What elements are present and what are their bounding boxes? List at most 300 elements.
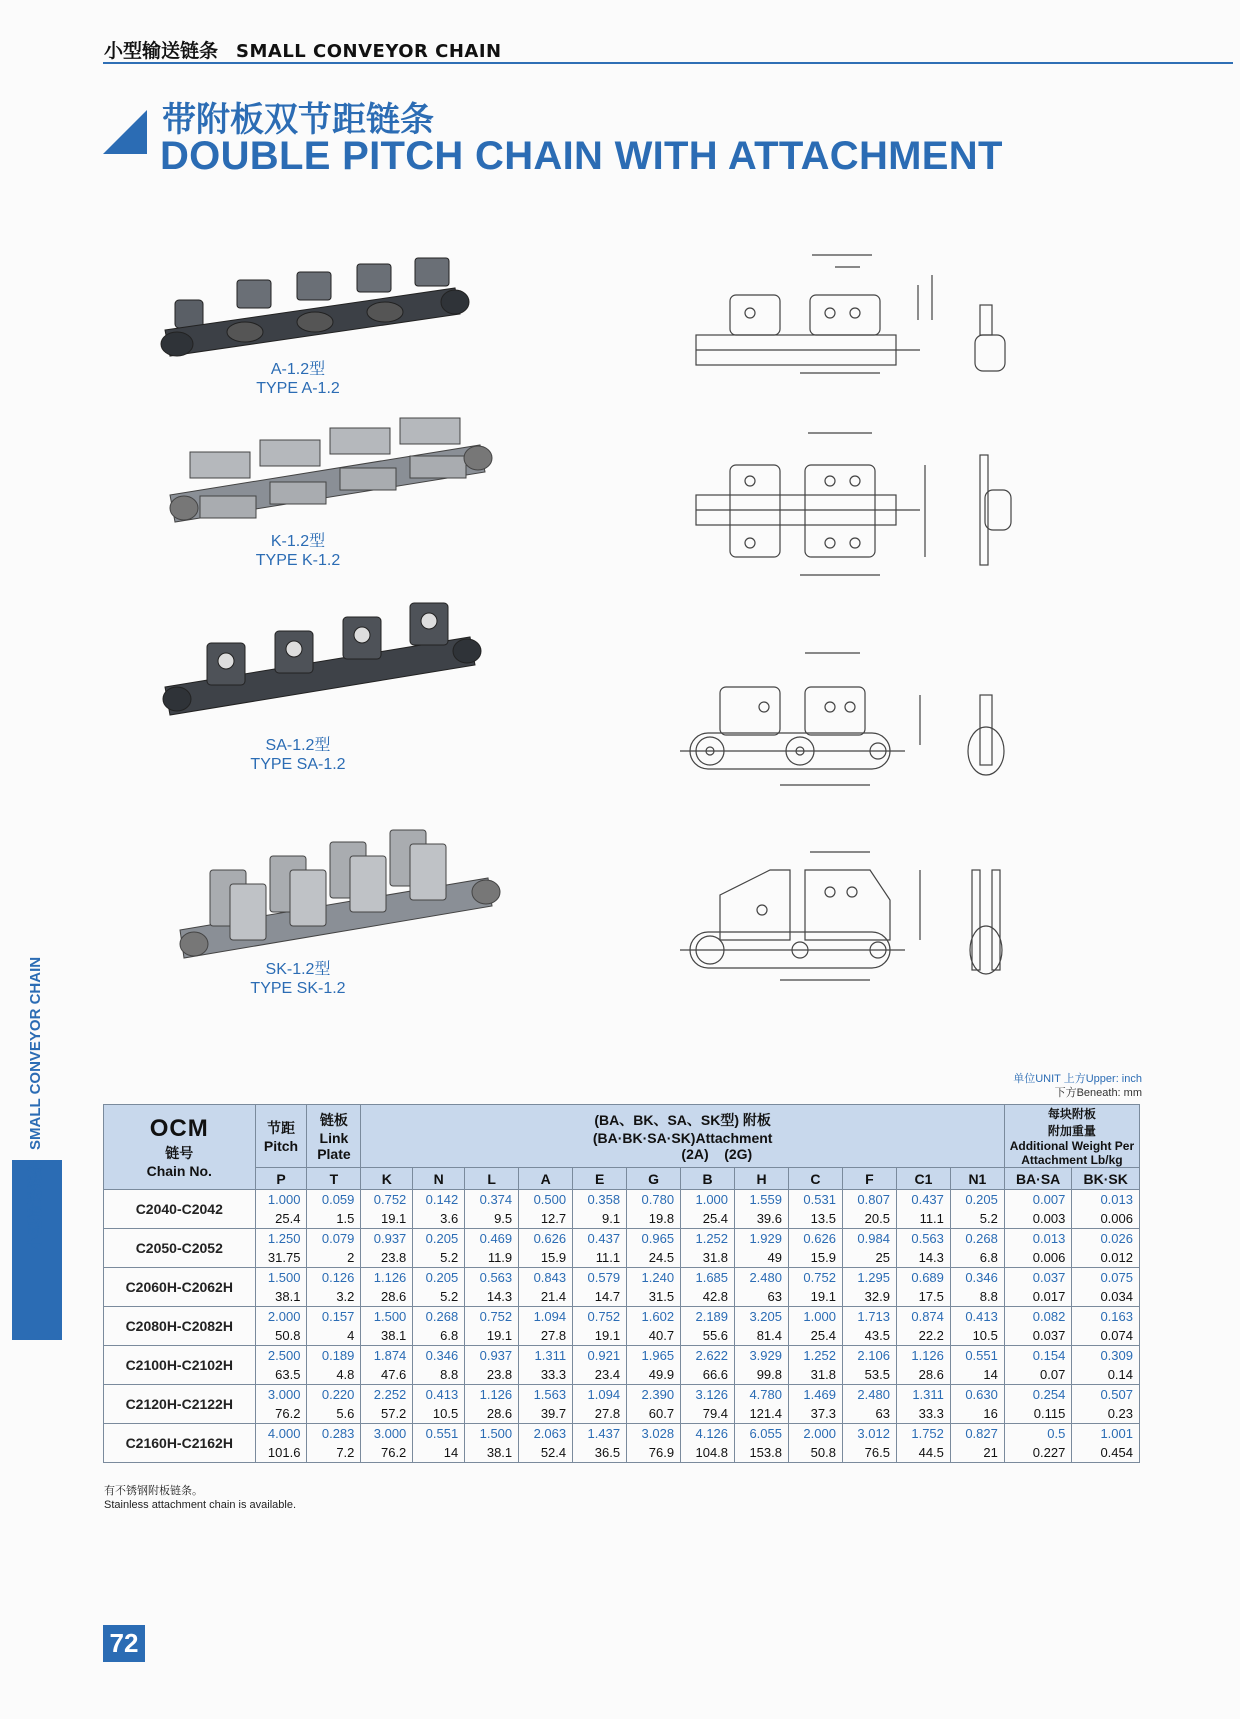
inch-value-cell: 0.752 (361, 1190, 413, 1210)
mm-value-cell: 28.6 (896, 1365, 950, 1385)
inch-value-cell: 0.437 (573, 1229, 627, 1249)
mm-value-cell: 0.074 (1072, 1326, 1140, 1346)
mm-value-cell: 11.1 (573, 1248, 627, 1268)
inch-value-cell: 0.937 (361, 1229, 413, 1249)
inch-value-cell: 1.685 (681, 1268, 735, 1288)
mm-value-cell: 42.8 (681, 1287, 735, 1307)
inch-value-cell: 2.480 (735, 1268, 789, 1288)
chain-photo-sk (170, 820, 510, 970)
mm-value-cell: 6.8 (413, 1326, 465, 1346)
header-link-en1: Link (319, 1130, 349, 1146)
inch-value-cell: 2.189 (681, 1307, 735, 1327)
inch-value-cell: 1.252 (789, 1346, 843, 1366)
caption-type-a (198, 360, 398, 398)
inch-value-cell: 0.268 (950, 1229, 1004, 1249)
mm-value-cell: 79.4 (681, 1404, 735, 1424)
table-row-mm (104, 1209, 1140, 1229)
table-row-mm (104, 1365, 1140, 1385)
mm-value-cell: 0.017 (1004, 1287, 1071, 1307)
mm-value-cell: 57.2 (361, 1404, 413, 1424)
header-weight-en1: Additional Weight Per (1009, 1139, 1135, 1153)
inch-value-cell: 1.500 (465, 1424, 519, 1444)
inch-value-cell: 3.205 (735, 1307, 789, 1327)
column-header: E (573, 1168, 627, 1190)
column-header: T (307, 1168, 361, 1190)
column-header: A (519, 1168, 573, 1190)
table-row-mm (104, 1404, 1140, 1424)
mm-value-cell: 23.8 (465, 1365, 519, 1385)
inch-value-cell: 3.012 (842, 1424, 896, 1444)
inch-value-cell: 0.283 (307, 1424, 361, 1444)
mm-value-cell: 4 (307, 1326, 361, 1346)
column-header: BA·SA (1004, 1168, 1071, 1190)
mm-value-cell: 38.1 (465, 1443, 519, 1463)
inch-value-cell: 0.189 (307, 1346, 361, 1366)
inch-value-cell: 0.163 (1072, 1307, 1140, 1327)
inch-value-cell: 1.001 (1072, 1424, 1140, 1444)
caption-type-k (198, 532, 398, 570)
chain-number-cell: C2120H-C2122H (104, 1385, 256, 1424)
inch-value-cell: 1.094 (573, 1385, 627, 1405)
mm-value-cell: 31.5 (627, 1287, 681, 1307)
inch-value-cell: 2.500 (255, 1346, 307, 1366)
mm-value-cell: 0.454 (1072, 1443, 1140, 1463)
table-row-mm (104, 1326, 1140, 1346)
inch-value-cell: 0.142 (413, 1190, 465, 1210)
mm-value-cell: 14 (413, 1443, 465, 1463)
mm-value-cell: 50.8 (255, 1326, 307, 1346)
inch-value-cell: 0.059 (307, 1190, 361, 1210)
inch-value-cell: 0.551 (950, 1346, 1004, 1366)
inch-value-cell: 4.000 (255, 1424, 307, 1444)
mm-value-cell: 25.4 (255, 1209, 307, 1229)
inch-value-cell: 1.252 (681, 1229, 735, 1249)
mm-value-cell: 53.5 (842, 1365, 896, 1385)
inch-value-cell: 2.106 (842, 1346, 896, 1366)
mm-value-cell: 14.7 (573, 1287, 627, 1307)
caption-type-k-en: TYPE K-1.2 (255, 552, 341, 569)
chain-number-cell: C2040-C2042 (104, 1190, 256, 1229)
inch-value-cell: 0.268 (413, 1307, 465, 1327)
table-row-mm (104, 1287, 1140, 1307)
side-label-en: SMALL CONVEYOR CHAIN (27, 956, 44, 1150)
inch-value-cell: 0.126 (307, 1268, 361, 1288)
mm-value-cell: 19.1 (361, 1209, 413, 1229)
inch-value-cell: 1.311 (896, 1385, 950, 1405)
inch-value-cell: 0.154 (1004, 1346, 1071, 1366)
header-chain-no-en: Chain No. (146, 1163, 212, 1179)
column-header: G (627, 1168, 681, 1190)
mm-value-cell: 60.7 (627, 1404, 681, 1424)
inch-value-cell: 0.220 (307, 1385, 361, 1405)
units-line2: 下方Beneath: mm (1054, 1087, 1142, 1099)
mm-value-cell: 32.9 (842, 1287, 896, 1307)
mm-value-cell: 76.5 (842, 1443, 896, 1463)
mm-value-cell: 8.8 (950, 1287, 1004, 1307)
mm-value-cell: 121.4 (735, 1404, 789, 1424)
inch-value-cell: 0.780 (627, 1190, 681, 1210)
header-chain-no-cn: 链号 (165, 1145, 194, 1161)
inch-value-cell: 0.752 (789, 1268, 843, 1288)
mm-value-cell: 33.3 (896, 1404, 950, 1424)
mm-value-cell: 10.5 (950, 1326, 1004, 1346)
table-row (104, 1268, 1140, 1288)
mm-value-cell: 4.8 (307, 1365, 361, 1385)
mm-value-cell: 76.9 (627, 1443, 681, 1463)
table-row-mm (104, 1443, 1140, 1463)
inch-value-cell: 1.602 (627, 1307, 681, 1327)
inch-value-cell: 3.929 (735, 1346, 789, 1366)
mm-value-cell: 0.037 (1004, 1326, 1071, 1346)
inch-value-cell: 0.205 (413, 1229, 465, 1249)
side-label (24, 957, 45, 1250)
mm-value-cell: 31.8 (789, 1365, 843, 1385)
mm-value-cell: 0.006 (1072, 1209, 1140, 1229)
column-header: N1 (950, 1168, 1004, 1190)
caption-type-a-cn: A-1.2型 (270, 361, 326, 378)
inch-value-cell: 0.374 (465, 1190, 519, 1210)
mm-value-cell: 19.1 (465, 1326, 519, 1346)
inch-value-cell: 0.626 (519, 1229, 573, 1249)
header-attachment (361, 1105, 1004, 1168)
inch-value-cell: 1.000 (789, 1307, 843, 1327)
mm-value-cell: 14.3 (465, 1287, 519, 1307)
header-link-cn: 链板 (319, 1112, 348, 1128)
inch-value-cell: 0.079 (307, 1229, 361, 1249)
chain-photo-a (155, 250, 485, 370)
inch-value-cell: 1.000 (681, 1190, 735, 1210)
table-row (104, 1229, 1140, 1249)
header-attachment-line2: (BA·BK·SA·SK)Attachment (592, 1130, 773, 1146)
inch-value-cell: 0.626 (789, 1229, 843, 1249)
header-attachment-line1: (BA、BK、SA、SK型) 附板 (594, 1112, 771, 1128)
inch-value-cell: 3.028 (627, 1424, 681, 1444)
inch-value-cell: 1.000 (255, 1190, 307, 1210)
caption-type-sa (198, 736, 398, 774)
drawing-type-sk (670, 840, 1040, 1000)
header-link-en2: Plate (317, 1146, 351, 1162)
mm-value-cell: 49.9 (627, 1365, 681, 1385)
mm-value-cell: 0.227 (1004, 1443, 1071, 1463)
inch-value-cell: 0.921 (573, 1346, 627, 1366)
mm-value-cell: 76.2 (361, 1443, 413, 1463)
chain-number-cell: C2050-C2052 (104, 1229, 256, 1268)
mm-value-cell: 0.003 (1004, 1209, 1071, 1229)
column-header: H (735, 1168, 789, 1190)
inch-value-cell: 0.013 (1004, 1229, 1071, 1249)
inch-value-cell: 0.157 (307, 1307, 361, 1327)
mm-value-cell: 66.6 (681, 1365, 735, 1385)
mm-value-cell: 101.6 (255, 1443, 307, 1463)
footnote-cn: 有不锈钢附板链条。 (104, 1485, 203, 1497)
mm-value-cell: 0.23 (1072, 1404, 1140, 1424)
inch-value-cell: 0.965 (627, 1229, 681, 1249)
inch-value-cell: 0.075 (1072, 1268, 1140, 1288)
column-header: P (255, 1168, 307, 1190)
mm-value-cell: 3.6 (413, 1209, 465, 1229)
inch-value-cell: 1.965 (627, 1346, 681, 1366)
mm-value-cell: 27.8 (573, 1404, 627, 1424)
table-row (104, 1385, 1140, 1405)
inch-value-cell: 0.807 (842, 1190, 896, 1210)
mm-value-cell: 2 (307, 1248, 361, 1268)
running-header-en: SMALL CONVEYOR CHAIN (236, 41, 502, 62)
column-header: F (842, 1168, 896, 1190)
mm-value-cell: 24.5 (627, 1248, 681, 1268)
mm-value-cell: 43.5 (842, 1326, 896, 1346)
inch-value-cell: 0.843 (519, 1268, 573, 1288)
mm-value-cell: 12.7 (519, 1209, 573, 1229)
header-rule (103, 62, 1233, 64)
mm-value-cell: 5.2 (413, 1248, 465, 1268)
running-header (104, 36, 502, 63)
inch-value-cell: 0.026 (1072, 1229, 1140, 1249)
inch-value-cell: 0.254 (1004, 1385, 1071, 1405)
mm-value-cell: 49 (735, 1248, 789, 1268)
inch-value-cell: 1.713 (842, 1307, 896, 1327)
caption-type-sk-en: TYPE SK-1.2 (250, 980, 346, 997)
header-weight-cn2: 附加重量 (1047, 1124, 1096, 1138)
page-title-cn: 带附板双节距链条 (162, 101, 434, 139)
mm-value-cell: 39.7 (519, 1404, 573, 1424)
mm-value-cell: 15.9 (519, 1248, 573, 1268)
side-label-cn: 小型输送链条 (27, 1159, 44, 1250)
mm-value-cell: 0.07 (1004, 1365, 1071, 1385)
caption-type-a-en: TYPE A-1.2 (256, 380, 340, 397)
mm-value-cell: 9.5 (465, 1209, 519, 1229)
mm-value-cell: 21 (950, 1443, 1004, 1463)
mm-value-cell: 1.5 (307, 1209, 361, 1229)
mm-value-cell: 5.2 (413, 1287, 465, 1307)
mm-value-cell: 0.034 (1072, 1287, 1140, 1307)
mm-value-cell: 5.2 (950, 1209, 1004, 1229)
brand-logo: OCM (149, 1115, 209, 1142)
mm-value-cell: 0.012 (1072, 1248, 1140, 1268)
mm-value-cell: 14 (950, 1365, 1004, 1385)
mm-value-cell: 63.5 (255, 1365, 307, 1385)
mm-value-cell: 13.5 (789, 1209, 843, 1229)
inch-value-cell: 1.874 (361, 1346, 413, 1366)
inch-value-cell: 0.205 (413, 1268, 465, 1288)
mm-value-cell: 7.2 (307, 1443, 361, 1463)
inch-value-cell: 0.413 (950, 1307, 1004, 1327)
inch-value-cell: 1.500 (255, 1268, 307, 1288)
mm-value-cell: 63 (842, 1404, 896, 1424)
inch-value-cell: 2.622 (681, 1346, 735, 1366)
table-row (104, 1346, 1140, 1366)
inch-value-cell: 0.346 (950, 1268, 1004, 1288)
inch-value-cell: 0.630 (950, 1385, 1004, 1405)
mm-value-cell: 19.1 (789, 1287, 843, 1307)
header-pitch (255, 1105, 307, 1168)
mm-value-cell: 153.8 (735, 1443, 789, 1463)
table-row-mm (104, 1248, 1140, 1268)
inch-value-cell: 1.250 (255, 1229, 307, 1249)
mm-value-cell: 15.9 (789, 1248, 843, 1268)
table-row (104, 1190, 1140, 1210)
mm-value-cell: 22.2 (896, 1326, 950, 1346)
inch-value-cell: 2.000 (789, 1424, 843, 1444)
inch-value-cell: 0.507 (1072, 1385, 1140, 1405)
inch-value-cell: 0.205 (950, 1190, 1004, 1210)
drawing-type-sa (670, 635, 1040, 795)
chain-photo-sa (155, 595, 490, 725)
mm-value-cell: 27.8 (519, 1326, 573, 1346)
mm-value-cell: 63 (735, 1287, 789, 1307)
inch-value-cell: 2.000 (255, 1307, 307, 1327)
inch-value-cell: 2.480 (842, 1385, 896, 1405)
inch-value-cell: 0.563 (465, 1268, 519, 1288)
inch-value-cell: 1.311 (519, 1346, 573, 1366)
column-header: N (413, 1168, 465, 1190)
chain-photo-k (160, 410, 500, 540)
inch-value-cell: 0.037 (1004, 1268, 1071, 1288)
inch-value-cell: 3.000 (361, 1424, 413, 1444)
mm-value-cell: 5.6 (307, 1404, 361, 1424)
column-header: BK·SK (1072, 1168, 1140, 1190)
mm-value-cell: 36.5 (573, 1443, 627, 1463)
table-row (104, 1307, 1140, 1327)
caption-type-sa-cn: SA-1.2型 (265, 737, 331, 754)
inch-value-cell: 1.126 (896, 1346, 950, 1366)
mm-value-cell: 9.1 (573, 1209, 627, 1229)
inch-value-cell: 0.007 (1004, 1190, 1071, 1210)
mm-value-cell: 76.2 (255, 1404, 307, 1424)
title-triangle-icon (101, 108, 149, 156)
inch-value-cell: 0.469 (465, 1229, 519, 1249)
mm-value-cell: 0.006 (1004, 1248, 1071, 1268)
inch-value-cell: 0.531 (789, 1190, 843, 1210)
inch-value-cell: 4.126 (681, 1424, 735, 1444)
inch-value-cell: 1.559 (735, 1190, 789, 1210)
running-header-cn: 小型输送链条 (104, 41, 219, 62)
mm-value-cell: 11.9 (465, 1248, 519, 1268)
mm-value-cell: 52.4 (519, 1443, 573, 1463)
inch-value-cell: 0.937 (465, 1346, 519, 1366)
inch-value-cell: 1.295 (842, 1268, 896, 1288)
inch-value-cell: 0.551 (413, 1424, 465, 1444)
caption-type-sa-en: TYPE SA-1.2 (250, 756, 346, 773)
inch-value-cell: 1.126 (465, 1385, 519, 1405)
header-chain-no (104, 1105, 256, 1190)
inch-value-cell: 1.929 (735, 1229, 789, 1249)
mm-value-cell: 14.3 (896, 1248, 950, 1268)
mm-value-cell: 25.4 (681, 1209, 735, 1229)
inch-value-cell: 3.126 (681, 1385, 735, 1405)
inch-value-cell: 2.063 (519, 1424, 573, 1444)
mm-value-cell: 25.4 (789, 1326, 843, 1346)
inch-value-cell: 2.390 (627, 1385, 681, 1405)
mm-value-cell: 99.8 (735, 1365, 789, 1385)
inch-value-cell: 0.5 (1004, 1424, 1071, 1444)
footnote (104, 1484, 296, 1512)
mm-value-cell: 28.6 (361, 1287, 413, 1307)
mm-value-cell: 23.8 (361, 1248, 413, 1268)
mm-value-cell: 8.8 (413, 1365, 465, 1385)
mm-value-cell: 16 (950, 1404, 1004, 1424)
inch-value-cell: 0.413 (413, 1385, 465, 1405)
inch-value-cell: 0.082 (1004, 1307, 1071, 1327)
header-weight-en2: Attachment Lb/kg (1021, 1153, 1123, 1167)
column-header: C (789, 1168, 843, 1190)
mm-value-cell: 44.5 (896, 1443, 950, 1463)
mm-value-cell: 104.8 (681, 1443, 735, 1463)
inch-value-cell: 1.752 (896, 1424, 950, 1444)
inch-value-cell: 0.752 (573, 1307, 627, 1327)
mm-value-cell: 31.8 (681, 1248, 735, 1268)
chain-number-cell: C2080H-C2082H (104, 1307, 256, 1346)
column-header: C1 (896, 1168, 950, 1190)
units-line1: 单位UNIT 上方Upper: inch (1013, 1073, 1142, 1085)
column-header: L (465, 1168, 519, 1190)
mm-value-cell: 37.3 (789, 1404, 843, 1424)
header-link-plate (307, 1105, 361, 1168)
header-pitch-en: Pitch (263, 1138, 299, 1154)
spec-table (103, 1104, 1140, 1463)
inch-value-cell: 0.563 (896, 1229, 950, 1249)
mm-value-cell: 3.2 (307, 1287, 361, 1307)
inch-value-cell: 0.984 (842, 1229, 896, 1249)
mm-value-cell: 19.1 (573, 1326, 627, 1346)
chain-number-cell: C2100H-C2102H (104, 1346, 256, 1385)
inch-value-cell: 1.500 (361, 1307, 413, 1327)
mm-value-cell: 21.4 (519, 1287, 573, 1307)
mm-value-cell: 81.4 (735, 1326, 789, 1346)
inch-value-cell: 6.055 (735, 1424, 789, 1444)
mm-value-cell: 28.6 (465, 1404, 519, 1424)
mm-value-cell: 38.1 (255, 1287, 307, 1307)
mm-value-cell: 33.3 (519, 1365, 573, 1385)
mm-value-cell: 0.115 (1004, 1404, 1071, 1424)
mm-value-cell: 55.6 (681, 1326, 735, 1346)
footnote-en: Stainless attachment chain is available. (104, 1499, 296, 1511)
inch-value-cell: 0.346 (413, 1346, 465, 1366)
mm-value-cell: 19.8 (627, 1209, 681, 1229)
caption-type-sk (198, 960, 398, 998)
mm-value-cell: 50.8 (789, 1443, 843, 1463)
mm-value-cell: 38.1 (361, 1326, 413, 1346)
mm-value-cell: 25 (842, 1248, 896, 1268)
inch-value-cell: 1.563 (519, 1385, 573, 1405)
table-row (104, 1424, 1140, 1444)
mm-value-cell: 31.75 (255, 1248, 307, 1268)
inch-value-cell: 1.094 (519, 1307, 573, 1327)
inch-value-cell: 1.469 (789, 1385, 843, 1405)
inch-value-cell: 1.126 (361, 1268, 413, 1288)
inch-value-cell: 0.752 (465, 1307, 519, 1327)
chain-number-cell: C2160H-C2162H (104, 1424, 256, 1463)
drawing-type-a (690, 245, 1050, 385)
units-note (1013, 1072, 1142, 1100)
header-pitch-cn: 节距 (266, 1120, 295, 1136)
mm-value-cell: 23.4 (573, 1365, 627, 1385)
column-header: B (681, 1168, 735, 1190)
inch-value-cell: 4.780 (735, 1385, 789, 1405)
chain-number-cell: C2060H-C2062H (104, 1268, 256, 1307)
header-2g: (2G) (724, 1146, 753, 1162)
mm-value-cell: 20.5 (842, 1209, 896, 1229)
header-2a: (2A) (681, 1146, 709, 1162)
mm-value-cell: 40.7 (627, 1326, 681, 1346)
inch-value-cell: 3.000 (255, 1385, 307, 1405)
header-weight (1004, 1105, 1139, 1168)
inch-value-cell: 2.252 (361, 1385, 413, 1405)
inch-value-cell: 0.689 (896, 1268, 950, 1288)
inch-value-cell: 0.358 (573, 1190, 627, 1210)
mm-value-cell: 0.14 (1072, 1365, 1140, 1385)
caption-type-k-cn: K-1.2型 (270, 533, 326, 550)
drawing-type-k (690, 425, 1050, 585)
